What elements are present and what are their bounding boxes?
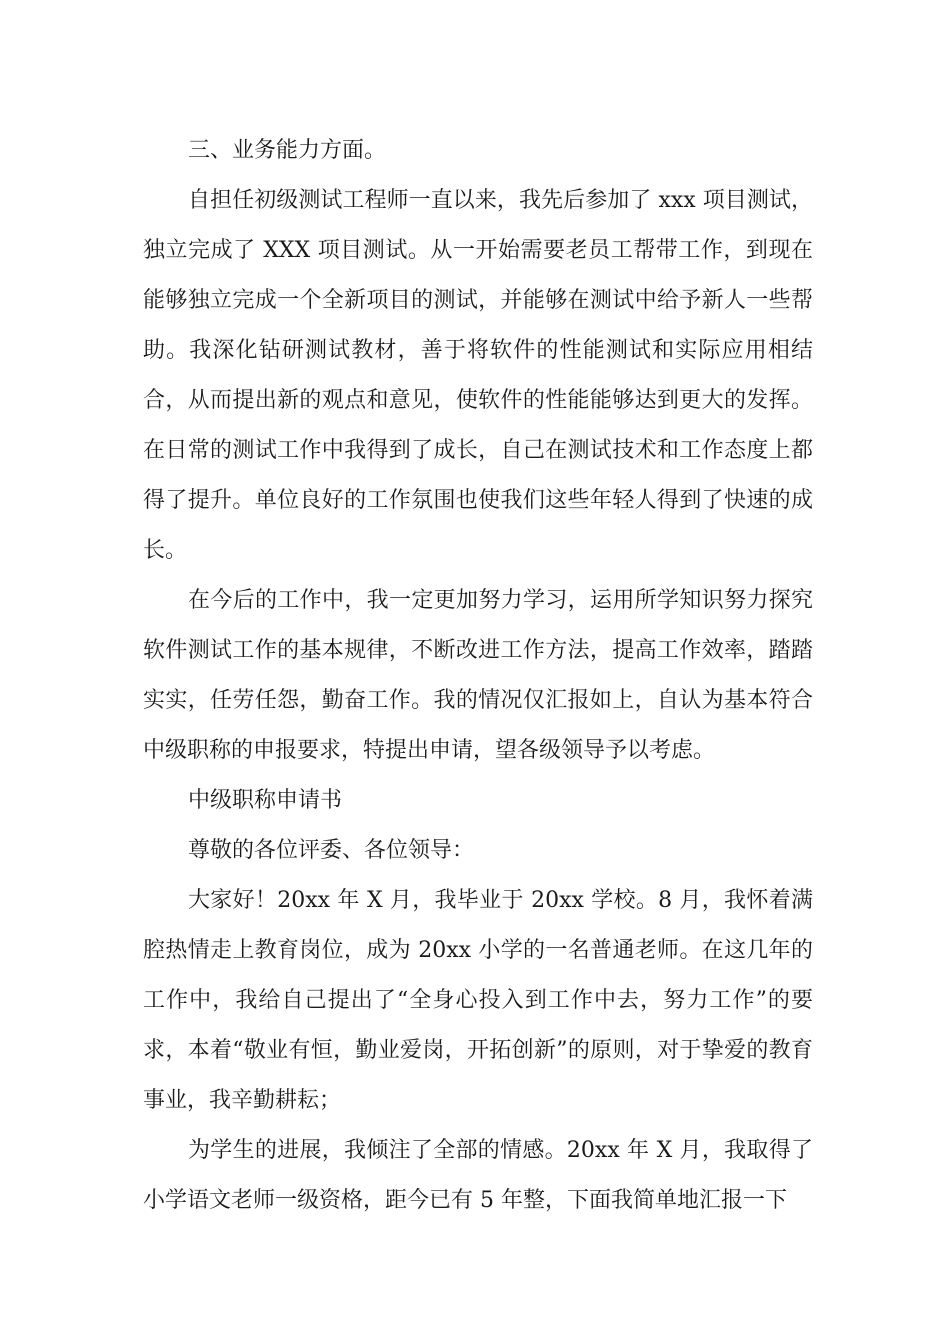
section-heading: 三、业务能力方面。 bbox=[188, 138, 387, 163]
document-title: 中级职称申请书 bbox=[188, 788, 343, 813]
paragraph-work-experience: 自担任初级测试工程师一直以来，我先后参加了 xxx 项目测试，独立完成了 XXX 项目测试。从一开始需要老员工帮带工作，到现在能够独立完成一个全新项目的测试，并能够在测试中给予新人一些帮助。我深化钻研测试教材，善于将软件的性能测试和实际应用相结合，从而提出新的观点和意见，使软件的性能能够达到更大的发挥。在日常的测试工作中我得到了成长，自己在测试技术和工作态度上都得了提升。单位良好的工作氛围也使我们这些年轻人得到了快速的成长。 bbox=[143, 188, 813, 563]
document-body bbox=[143, 126, 813, 1226]
paragraph-qualification: 为学生的进展，我倾注了全部的情感。20xx 年 X 月，我取得了小学语文老师一级资格，距今已有 5 年整，下面我简单地汇报一下 bbox=[143, 1138, 813, 1213]
paragraph-future-plan: 在今后的工作中，我一定更加努力学习，运用所学知识努力探究软件测试工作的基本规律，不断改进工作方法，提高工作效率，踏踏实实，任劳任怨，勤奋工作。我的情况仅汇报如上，自认为基本符合中级职称的申报要求，特提出申请，望各级领导予以考虑。 bbox=[143, 588, 813, 763]
salutation: 尊敬的各位评委、各位领导： bbox=[188, 838, 475, 863]
paragraph-introduction: 大家好！20xx 年 X 月，我毕业于 20xx 学校。8 月，我怀着满腔热情走上教育岗位，成为 20xx 小学的一名普通老师。在这几年的工作中，我给自己提出了“全身心投入到工作中去，努力工作”的要求，本着“敬业有恒，勤业爱岗，开拓创新”的原则，对于挚爱的教育事业，我辛勤耕耘； bbox=[143, 888, 813, 1113]
